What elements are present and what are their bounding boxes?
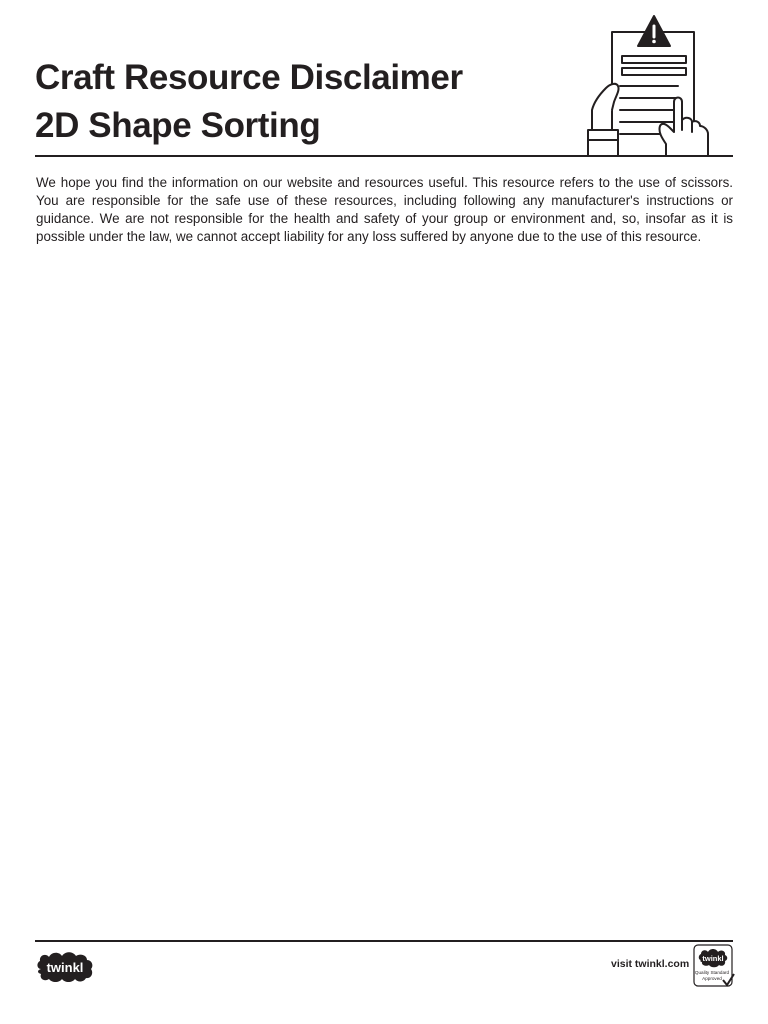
warning-document-icon xyxy=(586,12,718,158)
page-title xyxy=(35,54,463,150)
footer-divider xyxy=(35,940,733,942)
badge-brand-text: twinkl xyxy=(702,954,724,963)
badge-line-1: Quality Standard xyxy=(694,970,730,975)
badge-line-2: Approved xyxy=(702,976,722,981)
logo-text: twinkl xyxy=(46,960,84,975)
title-line-2: 2D Shape Sorting xyxy=(35,106,321,145)
title-line-1: Craft Resource Disclaimer xyxy=(35,58,463,97)
quality-standard-badge xyxy=(693,944,735,988)
disclaimer-text: We hope you find the information on our website and resources useful. This resource refers to the use of scissors. You are responsible for the safe use of these resources, including following any manufacturer's instructions or guidance. We are not responsible for the health and safety of your group or environment and, so, insofar as it is possible under the law, we cannot accept liability for any loss suffered by anyone due to the use of this resource. xyxy=(36,175,733,244)
header-divider xyxy=(35,155,733,157)
website-link[interactable]: visit twinkl.com xyxy=(611,958,690,970)
twinkl-logo[interactable] xyxy=(35,949,95,985)
